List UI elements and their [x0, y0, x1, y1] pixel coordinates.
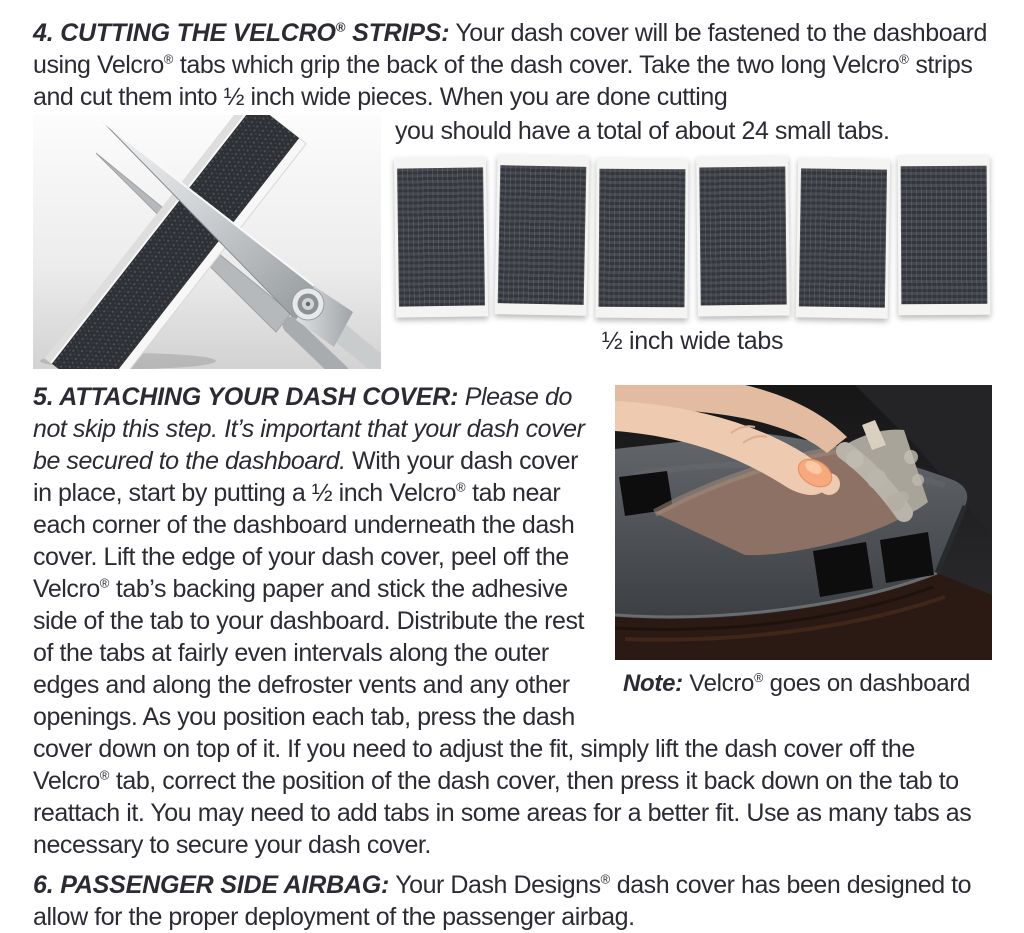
velcro-tab [796, 157, 891, 318]
section4-body-continued: you should have a total of about 24 small tabs. [395, 117, 890, 145]
section-attaching-dash-cover [33, 381, 992, 861]
velcro-tabs-figure [393, 155, 992, 315]
section4-body: Your dash cover will be fastened to the dashboard using Velcro® tabs which grip the back of the dash cover. Take the two long Velcro® strips and cut them into ½ inch wide pieces. When you are done cutting [33, 19, 987, 111]
section6-body: Your Dash Designs® dash cover has been designed to allow for the proper deployment of the passenger airbag. [33, 871, 972, 931]
section4-figures-row [33, 115, 992, 369]
scissors-cutting-velcro-photo [33, 115, 381, 369]
note-text: Velcro® goes on dashboard [682, 670, 971, 697]
velcro-tab [898, 155, 991, 315]
velcro-weave [901, 166, 988, 304]
hand-lifting-dash-cover-photo [615, 385, 992, 660]
velcro-weave [699, 167, 786, 306]
section6-paragraph [33, 869, 992, 933]
velcro-weave [799, 168, 887, 307]
velcro-tab [696, 156, 790, 317]
section-passenger-airbag [33, 869, 992, 933]
section-cutting-velcro-strips [33, 17, 992, 369]
section4-right-column [393, 115, 992, 369]
note-caption [615, 670, 992, 698]
velcro-tab [494, 154, 589, 316]
scissors-illustration [33, 115, 381, 369]
velcro-weave [497, 165, 586, 305]
velcro-tab [394, 156, 488, 317]
section6-heading: 6. PASSENGER SIDE AIRBAG: [33, 871, 390, 899]
section5-lead-italic: Please do not skip this step. It’s important that your dash cover be secured to the dashboard. [33, 383, 585, 475]
section4-heading: 4. CUTTING THE VELCRO® STRIPS: [33, 19, 450, 47]
section5-heading: 5. ATTACHING YOUR DASH COVER: [33, 383, 459, 411]
section5-body: With your dash cover in place, start by putting a ½ inch Velcro® tab near each corner of the dashboard underneath the dash cover. Lift the edge of your dash cover, peel off the Velcro® tab’s backing paper and stick the adhesive side of the tab to your dashboard. Distribute the rest of the tabs at fairly even intervals along the outer edges and along the defroster vents and any other openings. As you position each tab, press the dash cover down on top of it. If you need to adjust the fit, simply lift the dash cover off the Velcro® tab, correct the position of the dash cover, then press it back down on the tab to reattach it. You may need to add tabs in some areas for a better fit. Use as many tabs as necessary to secure your dash cover. [33, 447, 972, 859]
velcro-weave [599, 169, 686, 308]
section4-paragraph [33, 17, 992, 113]
velcro-tab [596, 158, 689, 319]
note-label: Note: [623, 670, 683, 697]
tabs-caption: ½ inch wide tabs [601, 327, 784, 355]
velcro-weave [397, 167, 485, 306]
dash-cover-figure [615, 385, 992, 698]
